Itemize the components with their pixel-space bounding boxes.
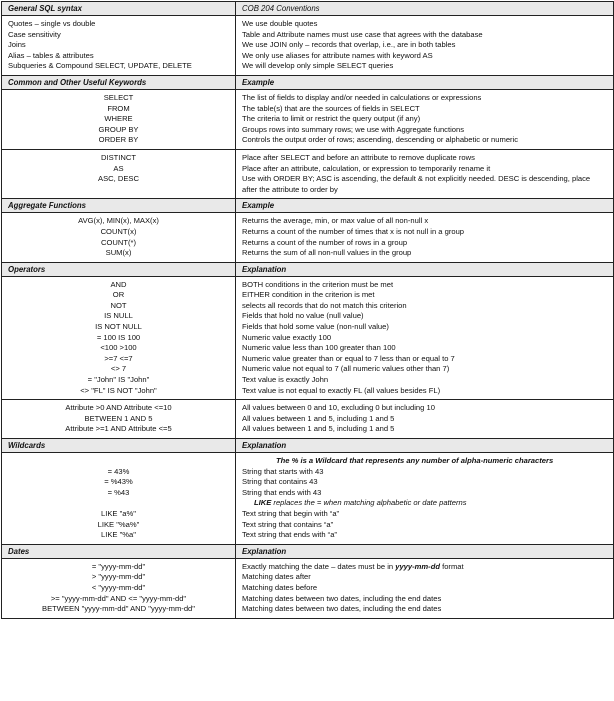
dates-body-row [2,558,614,618]
list-item: EITHER condition in the criterion is met [242,290,375,300]
list-item: AS [113,163,124,173]
keywords-group2-right [236,149,614,198]
keywords-group2-row [2,149,614,198]
list-item: >=7 <=7 [104,353,133,363]
operators-group1-row [2,276,614,400]
list-item: Fields that hold some value (non-null value) [242,322,389,332]
list-item: WHERE [104,114,133,124]
list-item: The table(s) that are the sources of fields in SELECT [242,103,420,113]
list-item: AND [110,279,127,289]
list-item: String that contains 43 [242,477,318,487]
list-item: Matching dates between two dates, including the end dates [242,593,442,603]
aggregate-header-row [2,199,614,213]
list-item: Text value is exactly John [242,375,329,385]
list-item: We use JOIN only – records that overlap, i.e., are in both tables [242,40,456,50]
list-item: COUNT(x) [100,226,137,236]
list-item: Case sensitivity [8,29,61,39]
list-item: Subqueries & Compound SELECT, UPDATE, DELETE [8,61,192,71]
list-item: NOT [110,300,127,310]
operators-header-left: Operators [2,262,236,276]
dates-first-suffix: format [439,561,464,571]
wildcards-intro: The % is a Wildcard that represents any number of alpha-numeric characters [276,456,554,465]
dates-right-list [242,572,613,614]
operators-group2-right [236,400,614,439]
keywords-header-right: Example [236,75,614,89]
operators-group2-row [2,400,614,439]
list-item: Returns a count of the number of rows in a group [242,237,408,247]
list-item: Matching dates between two dates, including the end dates [242,604,442,614]
list-item: COUNT(*) [100,237,136,247]
wildcards-like-note [242,498,613,509]
list-item: > "yyyy-mm-dd" [91,572,146,582]
dates-header-row [2,544,614,558]
list-item: BOTH conditions in the criterion must be met [242,279,394,289]
keywords-group1-left [2,89,236,149]
reference-table [1,1,614,619]
keywords-header-row [2,75,614,89]
list-item: Returns the average, min, or max value of all non-null x [242,216,429,226]
list-item: ASC, DESC [98,174,139,184]
list-item: String that starts with 43 [242,466,324,476]
wildcards-left-cell [2,453,236,545]
list-item: DISTINCT [100,152,136,162]
list-item: selects all records that do not match this criterion [242,300,407,310]
list-item: = %43 [107,487,130,497]
dates-header-left: Dates [2,544,236,558]
aggregate-left-list [2,213,236,262]
wildcards-group1-right [242,467,613,499]
list-item: Matching dates before [242,582,318,592]
list-item: The criteria to limit or restrict the query output (if any) [242,114,421,124]
list-item: Matching dates after [242,572,311,582]
list-item: Alias – tables & attributes [8,50,94,60]
sql-cheat-sheet [1,1,613,697]
list-item: Joins [8,40,26,50]
list-item: SUM(x) [105,248,132,258]
wildcards-header-right: Explanation [236,439,614,453]
aggregate-header-right: Example [236,199,614,213]
list-item: < "yyyy-mm-dd" [91,582,146,592]
wildcards-left-spacer [2,456,235,467]
list-item: FROM [107,103,130,113]
list-item: LIKE "%a" [101,530,136,540]
general-header-row [2,2,614,16]
list-item: Quotes – single vs double [8,19,96,28]
wildcards-body-row [2,453,614,545]
list-item: Numeric value greater than or equal to 7 less than or equal to 7 [242,353,455,363]
list-item: All values between 1 and 5, including 1 and 5 [242,424,395,434]
dates-first-explanation [242,562,613,573]
list-item: Text string that begin with “a” [242,508,340,518]
operators-header-right: Explanation [236,262,614,276]
list-item: <100 >100 [100,343,137,353]
general-left-list [2,16,236,76]
list-item: = %43% [104,477,133,487]
keywords-group1-right [236,89,614,149]
list-item: Returns a count of the number of times that x is not null in a group [242,226,465,236]
list-item: Table and Attribute names must use case that agrees with the database [242,29,483,39]
list-item: = "John" IS "John" [87,375,150,385]
list-item: Attribute >0 AND Attribute <=10 [65,403,172,413]
dates-header-right: Explanation [236,544,614,558]
list-item: <> "FL" IS NOT "John" [80,385,157,395]
list-item: LIKE "%a%" [97,519,140,529]
list-item: Use with ORDER BY; ASC is ascending, the default & not explicitly needed. DESC is descending, place after the attribute to order by [242,174,591,194]
operators-group2-left [2,400,236,439]
list-item: = 100 IS 100 [96,332,141,342]
like-keyword: LIKE [254,498,272,508]
list-item: >= "yyyy-mm-dd" AND <= "yyyy-mm-dd" [50,593,187,603]
like-note-text: replaces the = when matching alphabetic or date patterns [271,498,467,508]
list-item: = 43% [107,466,130,476]
list-item: All values between 1 and 5, including 1 and 5 [242,413,395,423]
general-body-row [2,16,614,76]
wildcards-group1-left [2,467,235,499]
list-item: Fields that hold no value (null value) [242,311,364,321]
keywords-group2-left [2,149,236,198]
list-item: AVG(x), MIN(x), MAX(x) [78,216,159,226]
list-item: String that ends with 43 [242,487,322,497]
list-item: = "yyyy-mm-dd" [91,561,146,571]
list-item: Numeric value not equal to 7 (all numeric values other than 7) [242,364,450,374]
list-item: Controls the output order of rows; ascending, descending or alphabetic or numeric [242,135,519,145]
general-header-right: COB 204 Conventions [236,2,614,16]
dates-format-code: yyyy-mm-dd [395,561,440,571]
list-item: BETWEEN 1 AND 5 [84,413,153,423]
keywords-header-left: Common and Other Useful Keywords [2,75,236,89]
list-item: IS NOT NULL [95,322,142,332]
list-item: Numeric value exactly 100 [242,332,332,342]
operators-group1-right [236,276,614,400]
aggregate-body-row [2,213,614,262]
list-item: All values between 0 and 10, excluding 0 but including 10 [242,403,435,413]
wildcards-group2-left [2,509,235,541]
list-item: SELECT [103,92,134,102]
list-item: We will develop only simple SELECT queries [242,61,394,71]
list-item: Returns the sum of all non-null values in the group [242,248,412,258]
list-item: Text string that contains “a” [242,519,334,529]
list-item: The list of fields to display and/or needed in calculations or expressions [242,92,482,102]
list-item: <> 7 [110,364,127,374]
list-item: ORDER BY [98,135,139,145]
dates-first-prefix: Exactly matching the date – dates must be in [242,561,396,571]
dates-left-list [2,558,236,618]
operators-header-row [2,262,614,276]
list-item: IS NULL [104,311,133,321]
list-item: Numeric value less than 100 greater than 100 [242,343,396,353]
operators-group1-left [2,276,236,400]
aggregate-right-list [236,213,614,262]
wildcards-left-spacer-2 [2,498,235,509]
list-item: Text value is not equal to exactly FL (all values besides FL) [242,385,441,395]
wildcards-header-left: Wildcards [2,439,236,453]
list-item: OR [112,290,125,300]
general-header-left: General SQL syntax [2,2,236,16]
wildcards-header-row [2,439,614,453]
list-item: Place after an attribute, calculation, or expression to temporarily rename it [242,163,491,173]
list-item: Place after SELECT and before an attribute to remove duplicate rows [242,152,475,162]
dates-right-cell [236,558,614,618]
wildcards-right-cell [236,453,614,545]
list-item: Text string that ends with “a” [242,530,337,540]
general-right-list [236,16,614,76]
list-item: We only use aliases for attribute names with keyword AS [242,50,433,60]
list-item: BETWEEN "yyyy-mm-dd" AND "yyyy-mm-dd" [42,604,195,614]
list-item: We use double quotes [242,19,318,28]
aggregate-header-left: Aggregate Functions [2,199,236,213]
list-item: Groups rows into summary rows; we use with Aggregate functions [242,124,465,134]
wildcards-group2-right [242,509,613,541]
list-item: Attribute >=1 AND Attribute <=5 [65,424,172,434]
list-item: GROUP BY [98,124,139,134]
list-item: LIKE "a%" [101,508,136,518]
keywords-group1-row [2,89,614,149]
